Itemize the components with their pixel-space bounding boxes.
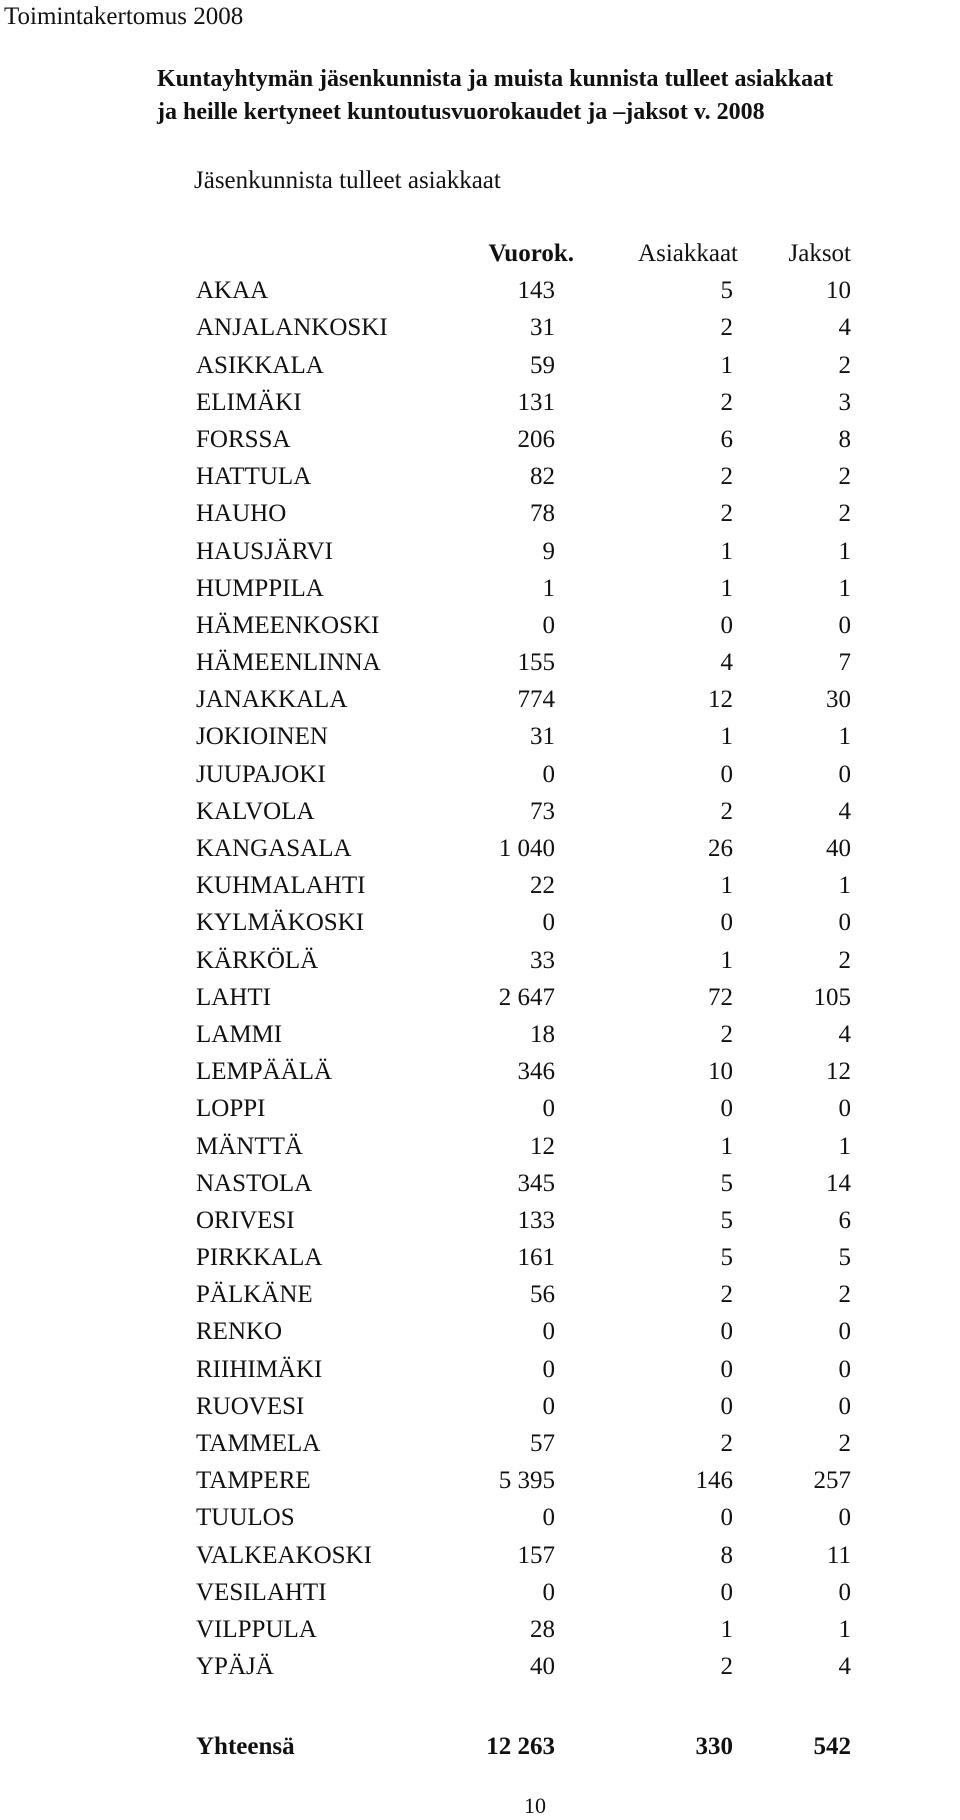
municipality-cell: RENKO bbox=[196, 1318, 283, 1346]
asiakkaat-cell: 0 bbox=[720, 1392, 733, 1420]
municipality-cell: HÄMEENLINNA bbox=[196, 649, 381, 677]
table-row bbox=[0, 867, 960, 904]
table-row bbox=[0, 347, 960, 384]
vuorok-cell: 206 bbox=[517, 425, 555, 453]
table-row bbox=[0, 942, 960, 979]
table-row bbox=[0, 681, 960, 718]
jaksot-cell: 0 bbox=[838, 1095, 851, 1123]
asiakkaat-cell: 26 bbox=[708, 835, 733, 862]
municipality-cell: KANGASALA bbox=[196, 835, 352, 862]
vuorok-cell: 0 bbox=[542, 760, 555, 788]
asiakkaat-cell: 0 bbox=[720, 1095, 733, 1123]
vuorok-cell: 0 bbox=[542, 1504, 555, 1532]
table-row bbox=[0, 756, 960, 793]
column-header-jaksot: Jaksot bbox=[788, 240, 851, 267]
asiakkaat-cell: 1 bbox=[720, 723, 733, 751]
jaksot-cell: 1 bbox=[838, 574, 851, 602]
jaksot-cell: 8 bbox=[838, 425, 851, 453]
municipality-cell: VALKEAKOSKI bbox=[196, 1541, 372, 1569]
municipality-cell: ASIKKALA bbox=[196, 351, 324, 379]
municipality-cell: LOPPI bbox=[196, 1095, 266, 1123]
jaksot-cell: 2 bbox=[838, 1430, 851, 1457]
jaksot-cell: 2 bbox=[838, 463, 851, 491]
vuorok-cell: 73 bbox=[530, 797, 555, 825]
table-row bbox=[0, 1648, 960, 1685]
municipality-cell: ELIMÄKI bbox=[196, 388, 302, 416]
vuorok-cell: 345 bbox=[517, 1169, 555, 1197]
vuorok-cell: 346 bbox=[517, 1058, 555, 1086]
asiakkaat-cell: 2 bbox=[720, 797, 733, 825]
jaksot-cell: 40 bbox=[826, 835, 851, 862]
column-header-vuorok: Vuorok. bbox=[488, 240, 574, 267]
table-row bbox=[0, 421, 960, 458]
section-heading: Jäsenkunnista tulleet asiakkaat bbox=[194, 167, 501, 194]
vuorok-cell: 133 bbox=[517, 1206, 555, 1234]
municipality-cell: VILPPULA bbox=[196, 1615, 317, 1643]
table-row bbox=[0, 1016, 960, 1053]
municipality-cell: TAMMELA bbox=[196, 1430, 321, 1457]
asiakkaat-cell: 1 bbox=[720, 1132, 733, 1160]
municipality-cell: HÄMEENKOSKI bbox=[196, 611, 380, 639]
asiakkaat-cell: 2 bbox=[720, 1281, 733, 1309]
asiakkaat-cell: 2 bbox=[720, 1653, 733, 1681]
asiakkaat-cell: 0 bbox=[720, 1578, 733, 1606]
table-row bbox=[0, 718, 960, 755]
jaksot-cell: 0 bbox=[838, 1318, 851, 1346]
vuorok-cell: 1 bbox=[542, 574, 555, 602]
municipality-cell: NASTOLA bbox=[196, 1169, 313, 1197]
municipality-cell: HUMPPILA bbox=[196, 574, 324, 602]
table-row bbox=[0, 570, 960, 607]
jaksot-cell: 105 bbox=[813, 983, 851, 1011]
vuorok-cell: 131 bbox=[517, 388, 555, 416]
vuorok-cell: 5 395 bbox=[498, 1467, 555, 1495]
municipality-cell: KÄRKÖLÄ bbox=[196, 946, 319, 974]
municipality-cell: TUULOS bbox=[196, 1504, 295, 1532]
document-title bbox=[157, 63, 947, 129]
table-row bbox=[0, 309, 960, 346]
jaksot-cell: 30 bbox=[826, 686, 851, 714]
table-row bbox=[0, 607, 960, 644]
municipality-cell: RUOVESI bbox=[196, 1392, 305, 1420]
table-row bbox=[0, 1276, 960, 1313]
vuorok-cell: 31 bbox=[530, 723, 555, 751]
jaksot-cell: 0 bbox=[838, 611, 851, 639]
jaksot-cell: 3 bbox=[838, 388, 851, 416]
vuorok-cell: 59 bbox=[530, 351, 555, 379]
vuorok-cell: 0 bbox=[542, 611, 555, 639]
totals-label: Yhteensä bbox=[196, 1733, 295, 1760]
municipality-cell: ORIVESI bbox=[196, 1206, 295, 1234]
municipality-cell: LAHTI bbox=[196, 983, 271, 1011]
jaksot-cell: 2 bbox=[838, 946, 851, 974]
vuorok-cell: 0 bbox=[542, 1318, 555, 1346]
municipality-cell: KYLMÄKOSKI bbox=[196, 909, 365, 937]
vuorok-cell: 0 bbox=[542, 1095, 555, 1123]
asiakkaat-cell: 5 bbox=[720, 1206, 733, 1234]
municipality-cell: MÄNTTÄ bbox=[196, 1132, 303, 1160]
jaksot-cell: 14 bbox=[826, 1169, 851, 1197]
vuorok-cell: 31 bbox=[530, 314, 555, 342]
table-row bbox=[0, 1165, 960, 1202]
table-row bbox=[0, 1574, 960, 1611]
asiakkaat-cell: 5 bbox=[720, 1244, 733, 1272]
jaksot-cell: 4 bbox=[838, 797, 851, 825]
table-row bbox=[0, 644, 960, 681]
table-row bbox=[0, 533, 960, 570]
jaksot-cell: 1 bbox=[838, 723, 851, 751]
asiakkaat-cell: 5 bbox=[720, 1169, 733, 1197]
municipality-cell: PÄLKÄNE bbox=[196, 1281, 313, 1309]
totals-vuorok: 12 263 bbox=[486, 1733, 555, 1760]
municipality-cell: TAMPERE bbox=[196, 1467, 311, 1495]
vuorok-cell: 0 bbox=[542, 1392, 555, 1420]
asiakkaat-cell: 12 bbox=[708, 686, 733, 714]
table-row bbox=[0, 1499, 960, 1536]
vuorok-cell: 774 bbox=[517, 686, 555, 714]
jaksot-cell: 12 bbox=[826, 1058, 851, 1086]
municipality-cell: VESILAHTI bbox=[196, 1578, 327, 1606]
jaksot-cell: 4 bbox=[838, 1653, 851, 1681]
jaksot-cell: 2 bbox=[838, 1281, 851, 1309]
vuorok-cell: 18 bbox=[530, 1020, 555, 1048]
totals-row bbox=[0, 1728, 960, 1765]
table-row bbox=[0, 1462, 960, 1499]
table-row bbox=[0, 1128, 960, 1165]
jaksot-cell: 10 bbox=[826, 277, 851, 305]
table-row bbox=[0, 1053, 960, 1090]
jaksot-cell: 5 bbox=[838, 1244, 851, 1272]
table-row bbox=[0, 1425, 960, 1462]
jaksot-cell: 0 bbox=[838, 1504, 851, 1532]
document-title-line-2: ja heille kertyneet kuntoutusvuorokaudet ja –jaksot v. 2008 bbox=[157, 99, 765, 125]
jaksot-cell: 6 bbox=[838, 1206, 851, 1234]
asiakkaat-cell: 6 bbox=[720, 425, 733, 453]
asiakkaat-cell: 1 bbox=[720, 872, 733, 900]
vuorok-cell: 157 bbox=[517, 1541, 555, 1569]
asiakkaat-cell: 2 bbox=[720, 1430, 733, 1457]
vuorok-cell: 1 040 bbox=[498, 835, 555, 862]
table-row bbox=[0, 793, 960, 830]
asiakkaat-cell: 5 bbox=[720, 277, 733, 305]
municipality-cell: JOKIOINEN bbox=[196, 723, 328, 751]
jaksot-cell: 257 bbox=[813, 1467, 851, 1495]
jaksot-cell: 0 bbox=[838, 1355, 851, 1383]
asiakkaat-cell: 146 bbox=[695, 1467, 733, 1495]
vuorok-cell: 78 bbox=[530, 500, 555, 528]
table-row bbox=[0, 979, 960, 1016]
municipality-cell: KALVOLA bbox=[196, 797, 315, 825]
jaksot-cell: 1 bbox=[838, 1132, 851, 1160]
jaksot-cell: 0 bbox=[838, 1392, 851, 1420]
asiakkaat-cell: 1 bbox=[720, 1615, 733, 1643]
jaksot-cell: 4 bbox=[838, 314, 851, 342]
jaksot-cell: 2 bbox=[838, 351, 851, 379]
table-row bbox=[0, 1090, 960, 1127]
table-body bbox=[0, 272, 960, 1685]
table-row bbox=[0, 458, 960, 495]
vuorok-cell: 82 bbox=[530, 463, 555, 491]
municipality-cell: KUHMALAHTI bbox=[196, 872, 366, 900]
table-row bbox=[0, 272, 960, 309]
table-row bbox=[0, 384, 960, 421]
municipality-cell: PIRKKALA bbox=[196, 1244, 323, 1272]
asiakkaat-cell: 0 bbox=[720, 1504, 733, 1532]
vuorok-cell: 22 bbox=[530, 872, 555, 900]
jaksot-cell: 4 bbox=[838, 1020, 851, 1048]
asiakkaat-cell: 1 bbox=[720, 574, 733, 602]
members-table bbox=[0, 235, 960, 1685]
running-header: Toimintakertomus 2008 bbox=[4, 3, 244, 30]
municipality-cell: RIIHIMÄKI bbox=[196, 1355, 323, 1383]
table-row bbox=[0, 1537, 960, 1574]
page-number: 10 bbox=[524, 1793, 546, 1818]
asiakkaat-cell: 0 bbox=[720, 760, 733, 788]
municipality-cell: ANJALANKOSKI bbox=[196, 314, 388, 342]
asiakkaat-cell: 0 bbox=[720, 909, 733, 937]
table-header-row bbox=[0, 235, 960, 272]
vuorok-cell: 57 bbox=[530, 1430, 555, 1457]
table-row bbox=[0, 1351, 960, 1388]
jaksot-cell: 1 bbox=[838, 1615, 851, 1643]
table-row bbox=[0, 904, 960, 941]
asiakkaat-cell: 1 bbox=[720, 537, 733, 565]
vuorok-cell: 9 bbox=[542, 537, 555, 565]
asiakkaat-cell: 2 bbox=[720, 463, 733, 491]
totals-asiakkaat: 330 bbox=[695, 1733, 733, 1760]
municipality-cell: HATTULA bbox=[196, 463, 312, 491]
asiakkaat-cell: 4 bbox=[720, 649, 733, 677]
municipality-cell: HAUSJÄRVI bbox=[196, 537, 333, 565]
vuorok-cell: 40 bbox=[530, 1653, 555, 1681]
municipality-cell: JUUPAJOKI bbox=[196, 760, 326, 788]
jaksot-cell: 0 bbox=[838, 760, 851, 788]
municipality-cell: LAMMI bbox=[196, 1020, 283, 1048]
column-header-asiakkaat: Asiakkaat bbox=[638, 240, 738, 267]
asiakkaat-cell: 10 bbox=[708, 1058, 733, 1086]
asiakkaat-cell: 8 bbox=[720, 1541, 733, 1569]
asiakkaat-cell: 1 bbox=[720, 351, 733, 379]
asiakkaat-cell: 2 bbox=[720, 388, 733, 416]
table-row bbox=[0, 495, 960, 532]
municipality-cell: FORSSA bbox=[196, 425, 291, 453]
asiakkaat-cell: 72 bbox=[708, 983, 733, 1011]
municipality-cell: AKAA bbox=[196, 277, 269, 305]
vuorok-cell: 161 bbox=[517, 1244, 555, 1272]
asiakkaat-cell: 2 bbox=[720, 314, 733, 342]
municipality-cell: YPÄJÄ bbox=[196, 1653, 274, 1681]
vuorok-cell: 33 bbox=[530, 946, 555, 974]
municipality-cell: JANAKKALA bbox=[196, 686, 348, 714]
asiakkaat-cell: 1 bbox=[720, 946, 733, 974]
table-row bbox=[0, 1202, 960, 1239]
vuorok-cell: 143 bbox=[517, 277, 555, 305]
vuorok-cell: 28 bbox=[530, 1615, 555, 1643]
jaksot-cell: 0 bbox=[838, 909, 851, 937]
asiakkaat-cell: 0 bbox=[720, 1355, 733, 1383]
table-row bbox=[0, 1611, 960, 1648]
jaksot-cell: 1 bbox=[838, 872, 851, 900]
asiakkaat-cell: 0 bbox=[720, 1318, 733, 1346]
vuorok-cell: 12 bbox=[530, 1132, 555, 1160]
asiakkaat-cell: 2 bbox=[720, 1020, 733, 1048]
jaksot-cell: 11 bbox=[826, 1541, 851, 1569]
vuorok-cell: 155 bbox=[517, 649, 555, 677]
vuorok-cell: 56 bbox=[530, 1281, 555, 1309]
jaksot-cell: 7 bbox=[838, 649, 851, 677]
municipality-cell: LEMPÄÄLÄ bbox=[196, 1058, 333, 1086]
vuorok-cell: 0 bbox=[542, 1355, 555, 1383]
jaksot-cell: 1 bbox=[838, 537, 851, 565]
table-row bbox=[0, 830, 960, 867]
asiakkaat-cell: 2 bbox=[720, 500, 733, 528]
totals-jaksot: 542 bbox=[813, 1733, 851, 1760]
jaksot-cell: 2 bbox=[838, 500, 851, 528]
jaksot-cell: 0 bbox=[838, 1578, 851, 1606]
municipality-cell: HAUHO bbox=[196, 500, 287, 528]
vuorok-cell: 0 bbox=[542, 909, 555, 937]
table-row bbox=[0, 1388, 960, 1425]
document-title-line-1: Kuntayhtymän jäsenkunnista ja muista kunnista tulleet asiakkaat bbox=[157, 66, 834, 92]
vuorok-cell: 2 647 bbox=[498, 983, 555, 1011]
asiakkaat-cell: 0 bbox=[720, 611, 733, 639]
table-row bbox=[0, 1313, 960, 1350]
vuorok-cell: 0 bbox=[542, 1578, 555, 1606]
table-row bbox=[0, 1239, 960, 1276]
